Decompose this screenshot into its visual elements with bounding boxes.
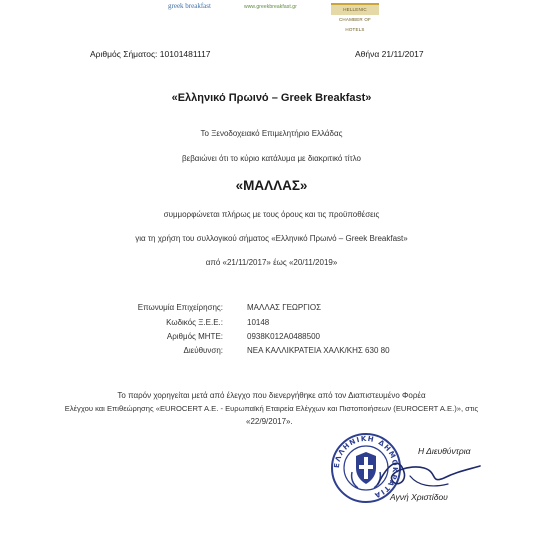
validity-period: από «21/11/2017» έως «20/11/2019» [205, 258, 338, 267]
business-name-value: ΜΑΛΛΑΣ ΓΕΩΡΓΙΟΣ [247, 303, 322, 312]
hellenic-chamber-logo: HELLENIC CHAMBER OF HOTELS [331, 3, 379, 15]
handwritten-signature-icon [370, 450, 490, 496]
mark-number: Αριθμός Σήματος: 10101481117 [90, 49, 211, 59]
mhte-label: Αριθμός ΜΗΤΕ: [166, 332, 223, 341]
certificate-title: «Ελληνικό Πρωινό – Greek Breakfast» [171, 92, 372, 104]
business-name-label: Επωνυμία Επιχείρησης: [137, 303, 223, 312]
footer-line-2: Ελέγχου και Επιθεώρησης «EUROCERT A.E. - Ευρωπαϊκή Εταιρεία Ελέγχων και Πιστοποιήσεων (EUROCERT A.E.)», στις [64, 404, 479, 413]
compliance-line: συμμορφώνεται πλήρως με τους όρους και τις προϋποθέσεις [163, 210, 380, 219]
seal-text: ΕΛΛΗΝΙΚΗ ΔΗΜΟΚΡΑΤΙΑ [332, 434, 400, 500]
director-role: Η Διευθύντρια [418, 446, 471, 456]
hotel-name: «ΜΑΛΛΑΣ» [235, 178, 308, 193]
address-label: Διεύθυνση: [183, 346, 223, 355]
website-text: www.greekbreakfast.gr [244, 4, 297, 10]
certifies-line: βεβαιώνει ότι το κύριο κατάλυμα με διακριτικό τίτλο [182, 154, 361, 163]
code-value: 10148 [247, 318, 270, 327]
footer-line-3: «22/9/2017». [246, 417, 293, 426]
director-name: Αγνή Χριστίδου [390, 492, 448, 502]
code-label: Κωδικός Ξ.Ε.Ε.: [166, 318, 223, 327]
issuer-line: Το Ξενοδοχειακό Επιμελητήριο Ελλάδας [200, 129, 343, 138]
mhte-value: 0938K012A0488500 [247, 332, 320, 341]
usage-line: για τη χρήση του συλλογικού σήματος «Ελληνικό Πρωινό – Greek Breakfast» [135, 234, 408, 243]
greek-breakfast-logo: greek breakfast [168, 2, 211, 10]
address-value: ΝΕΑ ΚΑΛΛΙΚΡΑΤΕΙΑ ΧΑΛΚ/ΚΗΣ 630 80 [247, 346, 390, 355]
footer-line-1: Το παρόν χορηγείται μετά από έλεγχο που διενεργήθηκε από τον Διαπιστευμένο Φορέα [117, 391, 426, 400]
issue-date: Αθήνα 21/11/2017 [355, 49, 424, 59]
